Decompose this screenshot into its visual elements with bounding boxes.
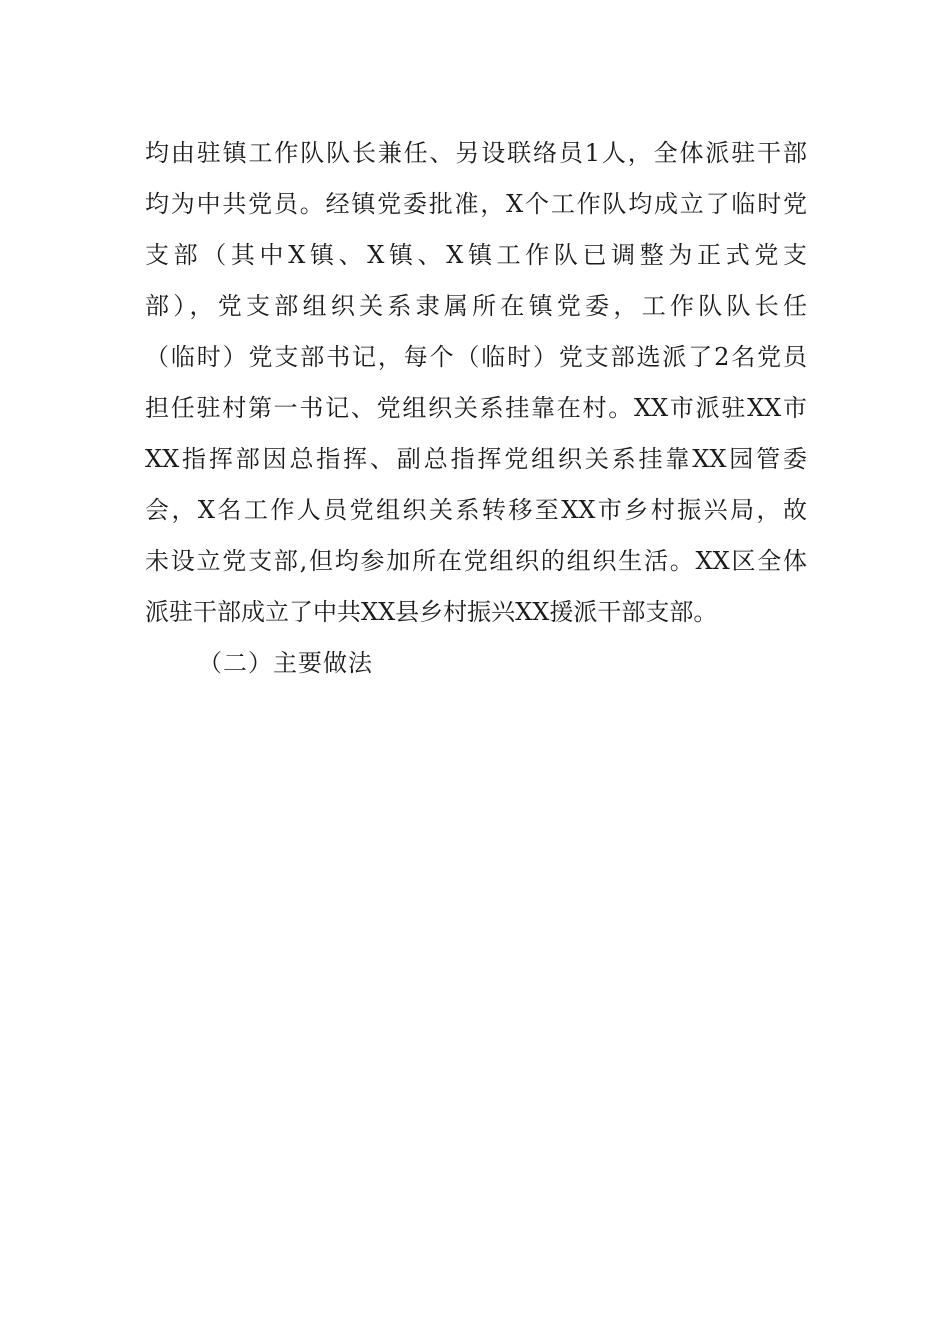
paragraph-line: 支部（其中X镇、X镇、X镇工作队已调整为正式党支 [145,241,807,269]
paragraph-line: XX指挥部因总指挥、副总指挥党组织关系挂靠XX园管委 [145,445,807,473]
section-heading: （二）主要做法 [198,649,373,677]
paragraph-line: 未设立党支部,但均参加所在党组织的组织生活。XX区全体 [145,547,807,575]
paragraph-line: 派驻干部成立了中共XX县乡村振兴XX援派干部支部。 [145,598,718,626]
paragraph-line: 会，X名工作人员党组织关系转移至XX市乡村振兴局，故 [145,496,807,524]
paragraph-line: 担任驻村第一书记、党组织关系挂靠在村。XX市派驻XX市 [145,394,807,422]
paragraph-line: 均由驻镇工作队队长兼任、另设联络员1人，全体派驻干部 [145,139,807,167]
paragraph-line: 均为中共党员。经镇党委批准，X个工作队均成立了临时党 [145,190,807,218]
paragraph-line: 部），党支部组织关系隶属所在镇党委，工作队队长任 [145,292,807,320]
document-body [145,128,807,689]
paragraph-line: （临时）党支部书记，每个（临时）党支部选派了2名党员 [145,343,807,371]
